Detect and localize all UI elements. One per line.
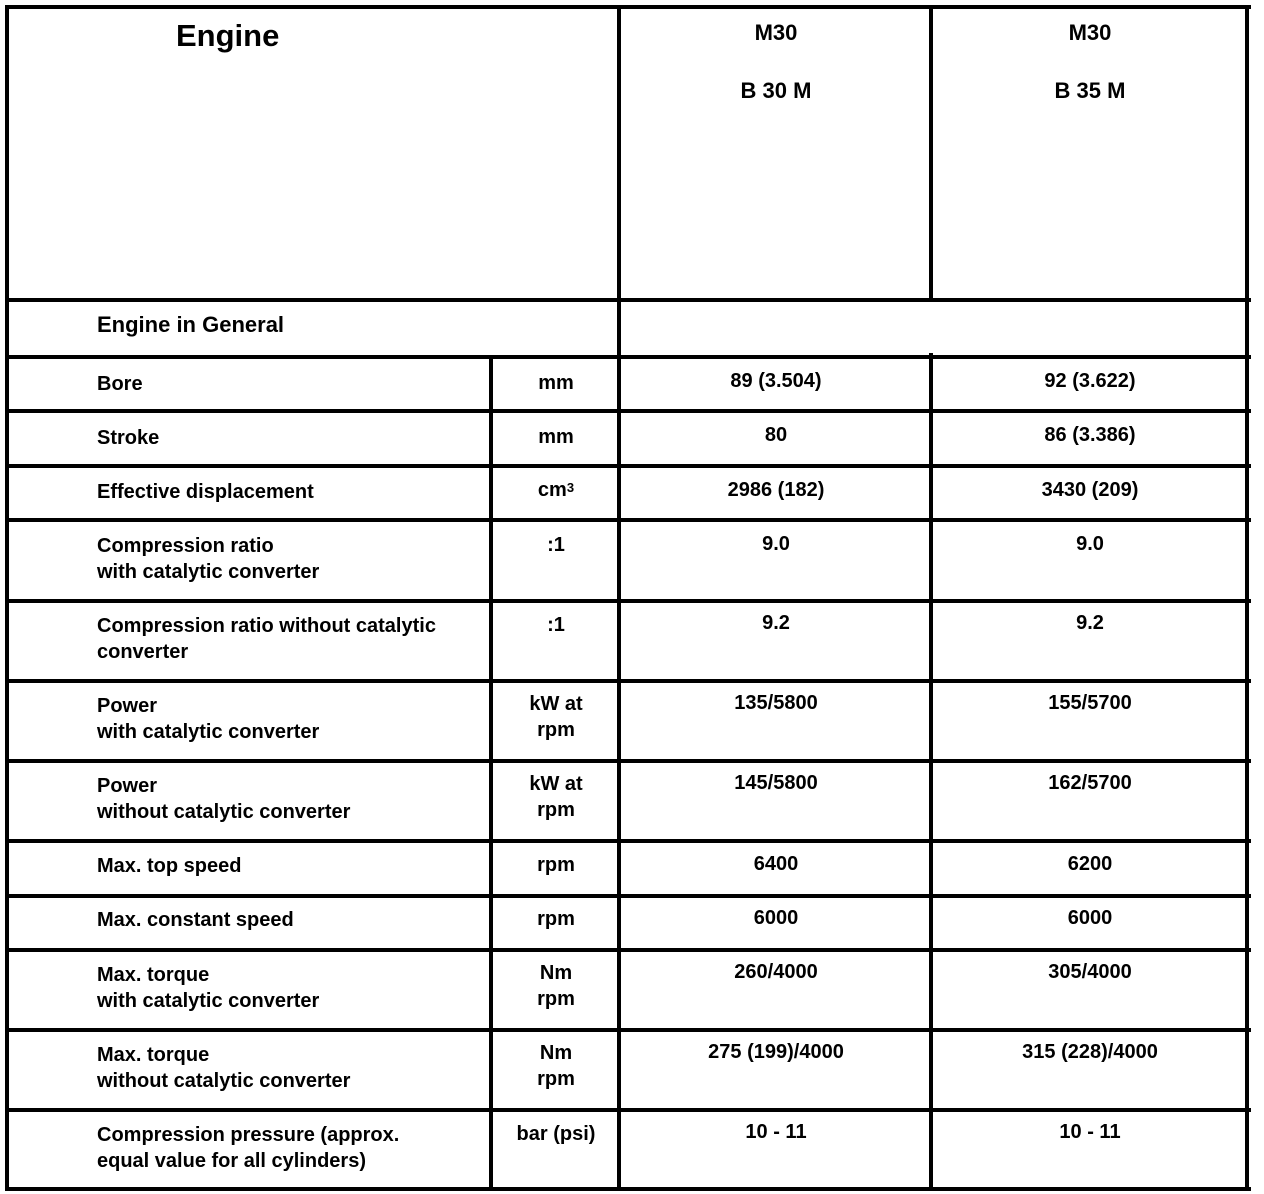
row-value-b30-bore: 89 (3.504) bbox=[730, 370, 822, 392]
row-unit-compression-nocat: :1 bbox=[547, 614, 565, 636]
divider-values bbox=[617, 5, 621, 1191]
row-line bbox=[5, 518, 1251, 522]
row-value-b35-torque-cat: 305/4000 bbox=[1048, 961, 1132, 983]
row-unit-power-cat: kW at rpm bbox=[529, 693, 583, 741]
table-title: Engine bbox=[176, 18, 280, 53]
row-value-b30-torque-cat: 260/4000 bbox=[734, 961, 818, 983]
row-value-b30-displacement: 2986 (182) bbox=[727, 479, 825, 501]
row-line bbox=[5, 759, 1251, 763]
row-line bbox=[5, 409, 1251, 413]
row-value-b35-compression-nocat: 9.2 bbox=[1076, 612, 1104, 634]
row-label-displacement: Effective displacement bbox=[97, 481, 314, 503]
row-value-b30-compression-nocat: 9.2 bbox=[762, 612, 790, 634]
row-line bbox=[5, 894, 1251, 898]
row-label-constant-speed: Max. constant speed bbox=[97, 909, 294, 931]
row-value-b35-compression-cat: 9.0 bbox=[1076, 533, 1104, 555]
row-line bbox=[5, 298, 1251, 302]
row-label-power-cat: Power with catalytic converter bbox=[97, 695, 320, 743]
col2-engine-family: M30 bbox=[1068, 20, 1112, 45]
row-label-top-speed: Max. top speed bbox=[97, 855, 242, 877]
row-label-torque-nocat: Max. torque without catalytic converter bbox=[97, 1044, 351, 1092]
row-label-stroke: Stroke bbox=[97, 427, 160, 449]
row-label-compression-cat: Compression ratio with catalytic converter bbox=[97, 535, 320, 583]
row-unit-compression-pressure: bar (psi) bbox=[516, 1123, 596, 1145]
row-value-b30-top-speed: 6400 bbox=[753, 853, 799, 875]
row-value-b35-bore: 92 (3.622) bbox=[1044, 370, 1136, 392]
row-value-b35-power-nocat: 162/5700 bbox=[1048, 772, 1132, 794]
col2-engine-model: B 35 M bbox=[1054, 78, 1126, 103]
row-unit-torque-nocat: Nm rpm bbox=[537, 1042, 575, 1090]
row-unit-displacement: $cm^3$ bbox=[537, 479, 575, 501]
row-label-bore: Bore bbox=[97, 373, 143, 395]
row-value-b35-torque-nocat: 315 (228)/4000 bbox=[1022, 1041, 1158, 1063]
row-unit-bore: mm bbox=[538, 372, 574, 394]
row-value-b35-stroke: 86 (3.386) bbox=[1044, 424, 1136, 446]
row-unit-stroke: mm bbox=[538, 426, 574, 448]
row-unit-constant-speed: rpm bbox=[537, 908, 575, 930]
row-value-b30-constant-speed: 6000 bbox=[753, 907, 799, 929]
section-heading: Engine in General bbox=[97, 312, 285, 337]
row-value-b35-constant-speed: 6000 bbox=[1067, 907, 1113, 929]
row-unit-power-nocat: kW at rpm bbox=[529, 773, 583, 821]
row-line bbox=[5, 1108, 1251, 1112]
row-unit-torque-cat: Nm rpm bbox=[537, 962, 575, 1010]
row-label-compression-nocat: Compression ratio without catalytic converter bbox=[97, 615, 436, 663]
row-line bbox=[5, 839, 1251, 843]
row-value-b30-compression-cat: 9.0 bbox=[762, 533, 790, 555]
row-value-b30-power-nocat: 145/5800 bbox=[734, 772, 818, 794]
table-border-bottom bbox=[5, 1187, 1251, 1191]
col1-engine-model: B 30 M bbox=[740, 78, 812, 103]
row-value-b35-displacement: 3430 (209) bbox=[1041, 479, 1139, 501]
row-line bbox=[5, 1028, 1251, 1032]
row-line bbox=[5, 948, 1251, 952]
table-border-left bbox=[5, 5, 9, 1191]
row-value-b30-stroke: 80 bbox=[764, 424, 788, 446]
row-line bbox=[5, 464, 1251, 468]
row-value-b35-power-cat: 155/5700 bbox=[1048, 692, 1132, 714]
row-value-b30-torque-nocat: 275 (199)/4000 bbox=[708, 1041, 844, 1063]
row-value-b35-compression-pressure: 10 - 11 bbox=[1059, 1121, 1121, 1143]
row-line bbox=[5, 599, 1251, 603]
row-value-b35-top-speed: 6200 bbox=[1067, 853, 1113, 875]
row-value-b30-power-cat: 135/5800 bbox=[734, 692, 818, 714]
col1-engine-family: M30 bbox=[754, 20, 798, 45]
row-label-torque-cat: Max. torque with catalytic converter bbox=[97, 964, 320, 1012]
table-border-right bbox=[1245, 5, 1249, 1191]
row-unit-top-speed: rpm bbox=[537, 854, 575, 876]
row-line bbox=[5, 355, 1251, 359]
row-label-compression-pressure: Compression pressure (approx. equal value for all cylinders) bbox=[97, 1124, 400, 1172]
row-line bbox=[5, 679, 1251, 683]
row-unit-compression-cat: :1 bbox=[547, 534, 565, 556]
row-value-b30-compression-pressure: 10 - 11 bbox=[745, 1121, 807, 1143]
row-label-power-nocat: Power without catalytic converter bbox=[97, 775, 351, 823]
